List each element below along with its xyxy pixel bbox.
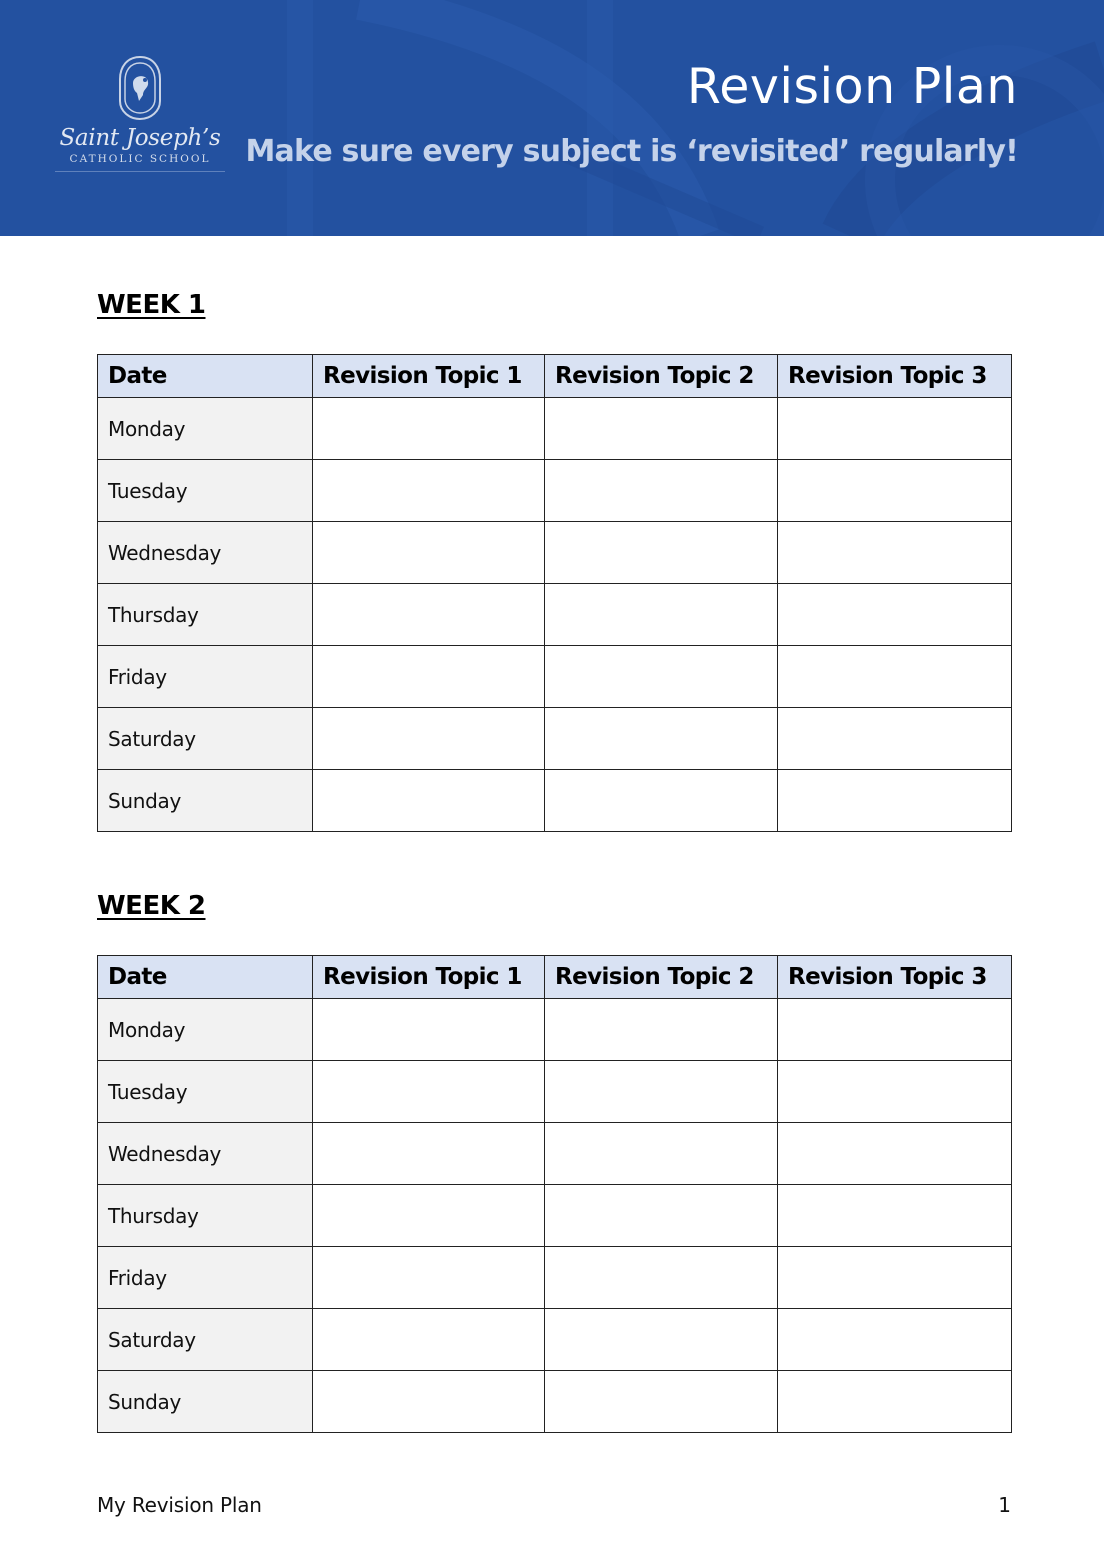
topic-1-cell[interactable] (313, 708, 545, 770)
school-name: Saint Joseph’s (59, 125, 221, 151)
topic-2-cell[interactable] (545, 999, 778, 1061)
topic-1-cell[interactable] (313, 1309, 545, 1371)
table-row (98, 398, 1012, 460)
table-header-row (98, 355, 1012, 398)
table-row (98, 1309, 1012, 1371)
column-header-date: Date (98, 355, 313, 398)
day-cell: Friday (98, 646, 313, 708)
table-header-row (98, 956, 1012, 999)
column-header-topic-1: Revision Topic 1 (313, 956, 545, 999)
table-row (98, 770, 1012, 832)
day-cell: Friday (98, 1247, 313, 1309)
day-cell: Saturday (98, 708, 313, 770)
page-number: 1 (998, 1493, 1011, 1517)
topic-3-cell[interactable] (778, 708, 1012, 770)
topic-3-cell[interactable] (778, 1309, 1012, 1371)
crest-icon (117, 55, 163, 121)
day-cell: Tuesday (98, 460, 313, 522)
column-header-topic-2: Revision Topic 2 (545, 355, 778, 398)
table-row (98, 1061, 1012, 1123)
column-header-topic-3: Revision Topic 3 (778, 956, 1012, 999)
topic-1-cell[interactable] (313, 1247, 545, 1309)
topic-3-cell[interactable] (778, 999, 1012, 1061)
table-row (98, 460, 1012, 522)
column-header-date: Date (98, 956, 313, 999)
topic-2-cell[interactable] (545, 1247, 778, 1309)
day-cell: Sunday (98, 770, 313, 832)
table-row (98, 999, 1012, 1061)
column-header-topic-3: Revision Topic 3 (778, 355, 1012, 398)
topic-1-cell[interactable] (313, 398, 545, 460)
week-2-table (97, 955, 1012, 1433)
week-1-heading: WEEK 1 (97, 290, 206, 320)
topic-2-cell[interactable] (545, 1309, 778, 1371)
topic-1-cell[interactable] (313, 1185, 545, 1247)
day-cell: Thursday (98, 584, 313, 646)
topic-3-cell[interactable] (778, 1247, 1012, 1309)
topic-1-cell[interactable] (313, 646, 545, 708)
topic-2-cell[interactable] (545, 1371, 778, 1433)
column-header-topic-1: Revision Topic 1 (313, 355, 545, 398)
topic-2-cell[interactable] (545, 646, 778, 708)
day-cell: Saturday (98, 1309, 313, 1371)
table-row (98, 1185, 1012, 1247)
topic-3-cell[interactable] (778, 1061, 1012, 1123)
topic-3-cell[interactable] (778, 1371, 1012, 1433)
day-cell: Monday (98, 398, 313, 460)
header-banner (0, 0, 1104, 236)
topic-1-cell[interactable] (313, 584, 545, 646)
topic-2-cell[interactable] (545, 1185, 778, 1247)
topic-2-cell[interactable] (545, 1061, 778, 1123)
topic-1-cell[interactable] (313, 460, 545, 522)
topic-3-cell[interactable] (778, 460, 1012, 522)
topic-2-cell[interactable] (545, 1123, 778, 1185)
day-cell: Sunday (98, 1371, 313, 1433)
topic-2-cell[interactable] (545, 398, 778, 460)
topic-1-cell[interactable] (313, 999, 545, 1061)
table-row (98, 1371, 1012, 1433)
topic-3-cell[interactable] (778, 646, 1012, 708)
week-1-table (97, 354, 1012, 832)
topic-3-cell[interactable] (778, 584, 1012, 646)
table-row (98, 522, 1012, 584)
day-cell: Wednesday (98, 1123, 313, 1185)
topic-2-cell[interactable] (545, 708, 778, 770)
topic-2-cell[interactable] (545, 770, 778, 832)
school-subtitle: CATHOLIC SCHOOL (55, 153, 225, 172)
topic-3-cell[interactable] (778, 770, 1012, 832)
day-cell: Thursday (98, 1185, 313, 1247)
table-row (98, 708, 1012, 770)
footer-document-title: My Revision Plan (97, 1493, 262, 1517)
topic-1-cell[interactable] (313, 770, 545, 832)
topic-1-cell[interactable] (313, 522, 545, 584)
topic-3-cell[interactable] (778, 398, 1012, 460)
topic-3-cell[interactable] (778, 1123, 1012, 1185)
topic-2-cell[interactable] (545, 460, 778, 522)
topic-2-cell[interactable] (545, 522, 778, 584)
topic-1-cell[interactable] (313, 1123, 545, 1185)
table-row (98, 584, 1012, 646)
school-logo (55, 55, 225, 172)
table-row (98, 646, 1012, 708)
topic-1-cell[interactable] (313, 1371, 545, 1433)
day-cell: Monday (98, 999, 313, 1061)
topic-3-cell[interactable] (778, 522, 1012, 584)
topic-3-cell[interactable] (778, 1185, 1012, 1247)
topic-2-cell[interactable] (545, 584, 778, 646)
week-2-heading: WEEK 2 (97, 891, 206, 921)
day-cell: Wednesday (98, 522, 313, 584)
topic-1-cell[interactable] (313, 1061, 545, 1123)
table-row (98, 1123, 1012, 1185)
column-header-topic-2: Revision Topic 2 (545, 956, 778, 999)
day-cell: Tuesday (98, 1061, 313, 1123)
page-title: Revision Plan (686, 58, 1018, 115)
table-row (98, 1247, 1012, 1309)
page-subtitle: Make sure every subject is ‘revisited’ regularly! (245, 134, 1018, 169)
